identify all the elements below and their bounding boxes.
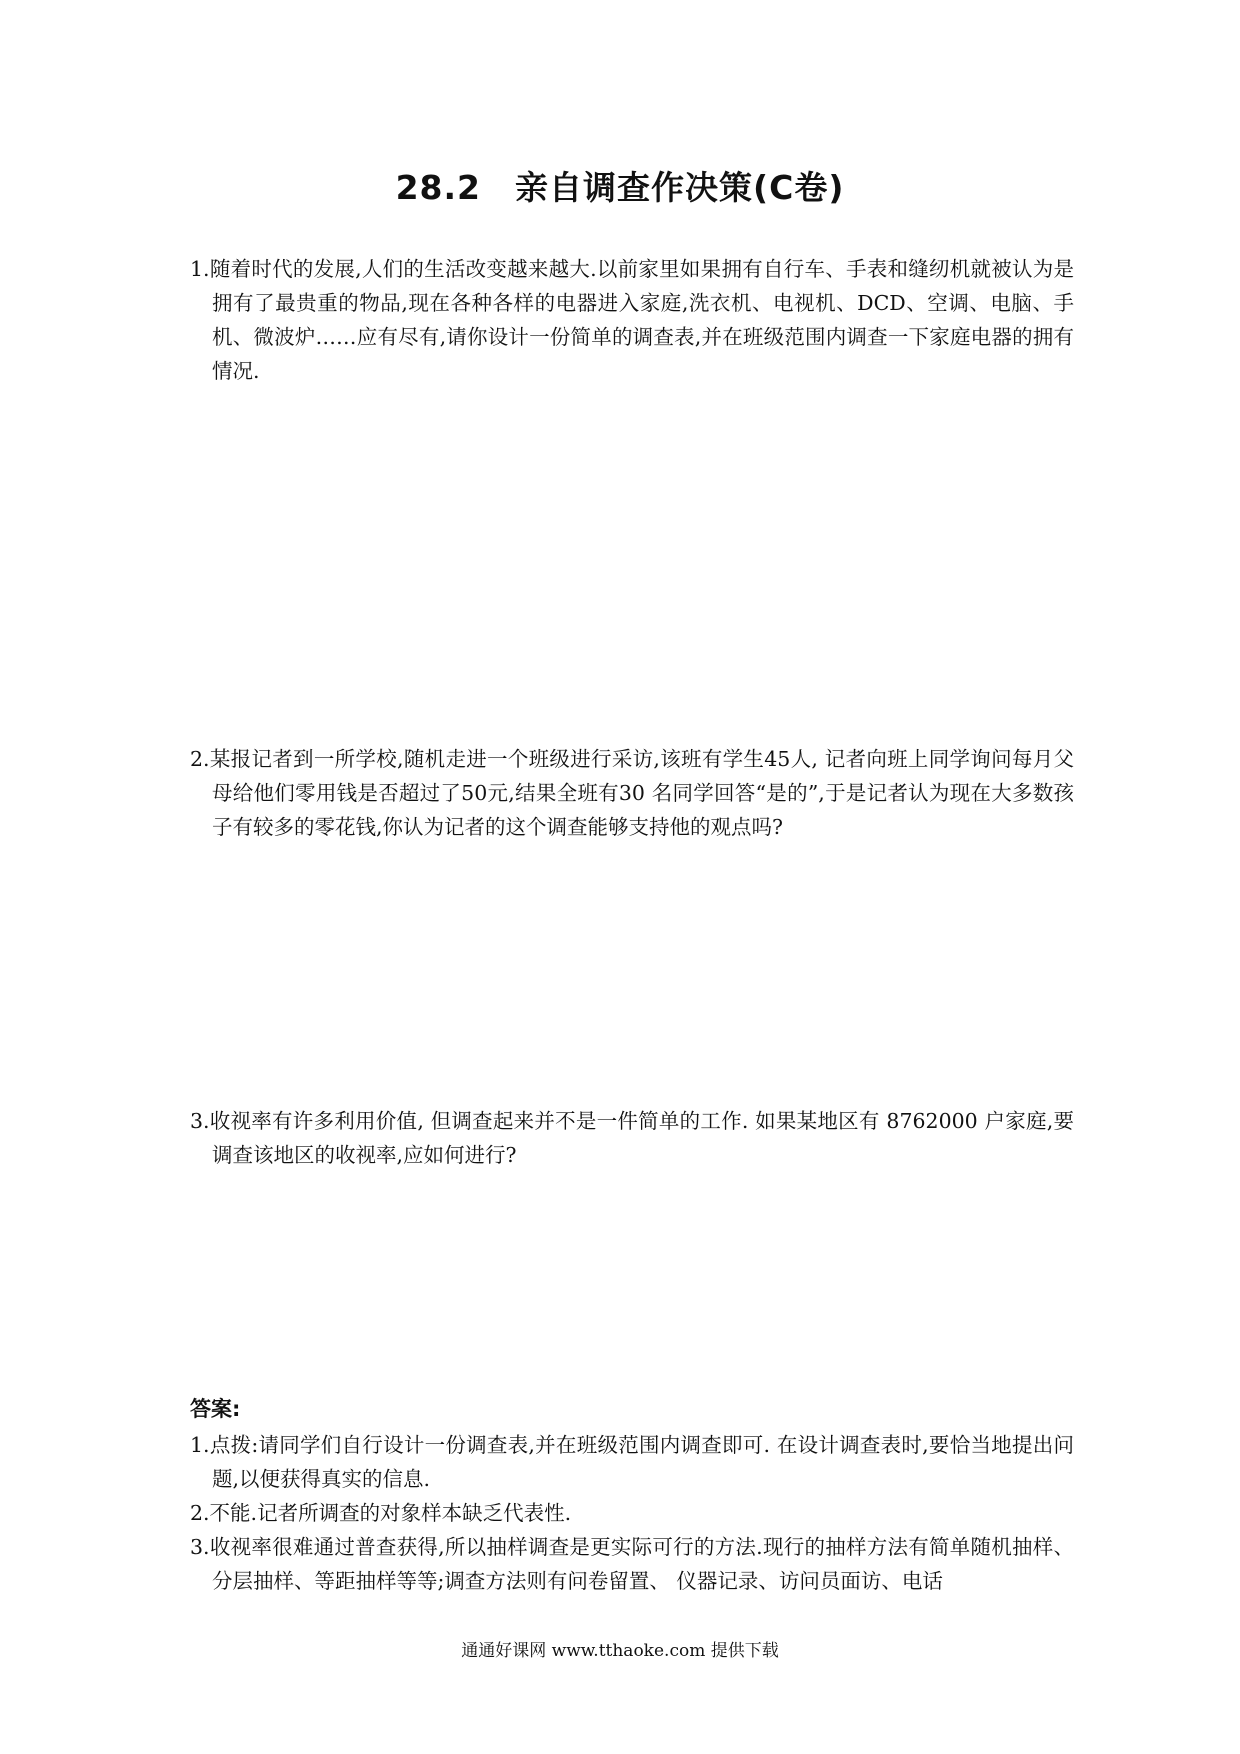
question-1: 1.随着时代的发展,人们的生活改变越来越大.以前家里如果拥有自行车、手表和缝纫机就被认为是拥有了最贵重的物品,现在各种各样的电器进入家庭,洗衣机、电视机、DCD、空调、电脑、手机、微波炉……应有尽有,请你设计一份简单的调查表,并在班级范围内调查一下家庭电器的拥有情况. <box>190 257 1074 383</box>
answer-1: 1.点拨:请同学们自行设计一份调查表,并在班级范围内调查即可. 在设计调查表时,要恰当地提出问题,以便获得真实的信息. <box>190 1433 1074 1491</box>
answers-heading: 答案: <box>190 1397 241 1421</box>
footer-source: 通通好课网 www.tthaoke.com 提供下载 <box>461 1641 779 1661</box>
question-2: 2.某报记者到一所学校,随机走进一个班级进行采访,该班有学生45人, 记者向班上同学询问每月父母给他们零用钱是否超过了50元,结果全班有30 名同学回答“是的”,于是记者认为现在大多数孩子有较多的零花钱,你认为记者的这个调查能够支持他的观点吗? <box>190 747 1074 839</box>
question-3: 3.收视率有许多利用价值, 但调查起来并不是一件简单的工作. 如果某地区有 8762000 户家庭,要调查该地区的收视率,应如何进行? <box>190 1109 1074 1167</box>
page-title: 28.2 亲自调查作决策(C卷) <box>395 168 845 207</box>
answer-2: 2.不能.记者所调查的对象样本缺乏代表性. <box>190 1501 572 1525</box>
answer-3: 3.收视率很难通过普查获得,所以抽样调查是更实际可行的方法.现行的抽样方法有简单随机抽样、分层抽样、等距抽样等等;调查方法则有问卷留置、 仪器记录、访问员面访、电话 <box>190 1535 1074 1593</box>
